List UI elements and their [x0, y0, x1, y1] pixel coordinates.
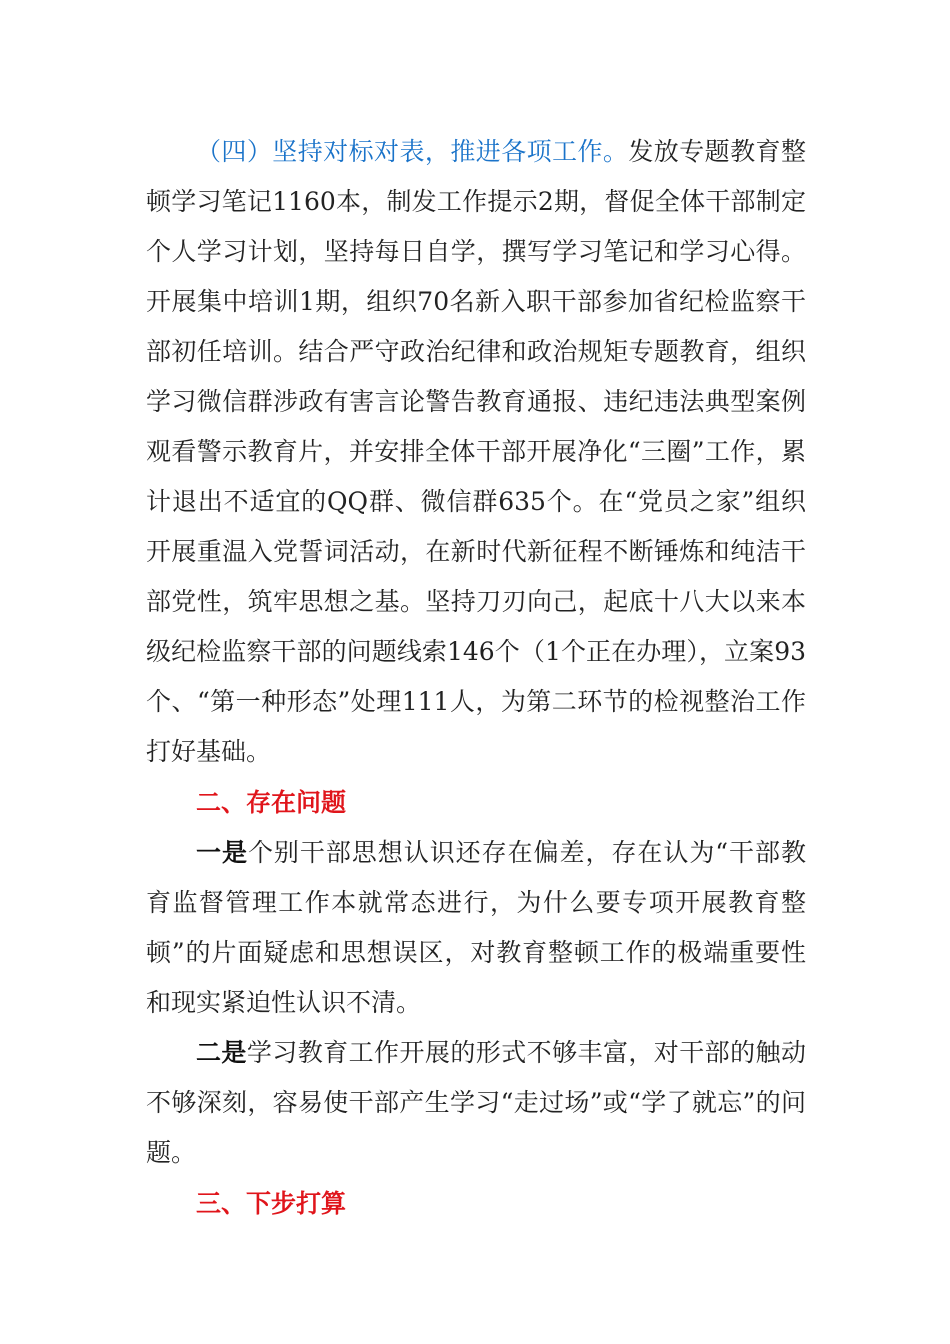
section-four-heading: （四）坚持对标对表，推进各项工作。	[196, 137, 629, 166]
next-steps-heading: 三、下步打算	[196, 1189, 347, 1218]
document-page	[146, 127, 806, 1229]
section-four-paragraph	[146, 127, 806, 777]
problem-item-1	[146, 828, 806, 1028]
problem-item-1-lead: 一是	[196, 838, 248, 867]
section-four-body: 发放专题教育整顿学习笔记1160本，制发工作提示2期，督促全体干部制定个人学习计划，坚持每日自学，撰写学习笔记和学习心得。开展集中培训1期，组织70名新入职干部参加省纪检监察干部初任培训。结合严守政治纪律和政治规矩专题教育，组织学习微信群涉政有害言论警告教育通报、违纪违法典型案例观看警示教育片，并安排全体干部开展净化“三圈”工作，累计退出不适宜的QQ群、微信群635个。在“党员之家”组织开展重温入党誓词活动，在新时代新征程不断锤炼和纯洁干部党性，筑牢思想之基。坚持刀刃向己，起底十八大以来本级纪检监察干部的问题线索146个（1个正在办理），立案93个、“第一种形态”处理111人，为第二环节的检视整治工作打好基础。	[146, 137, 806, 766]
problem-item-2	[146, 1028, 806, 1178]
problems-heading: 二、存在问题	[196, 788, 347, 817]
problem-item-2-text: 学习教育工作开展的形式不够丰富，对干部的触动不够深刻，容易使干部产生学习“走过场”或“学了就忘”的问题。	[146, 1038, 806, 1167]
problem-item-1-text: 个别干部思想认识还存在偏差，存在认为“干部教育监督管理工作本就常态进行，为什么要专项开展教育整顿”的片面疑虑和思想误区，对教育整顿工作的极端重要性和现实紧迫性认识不清。	[146, 838, 806, 1017]
problem-item-2-lead: 二是	[196, 1038, 247, 1067]
